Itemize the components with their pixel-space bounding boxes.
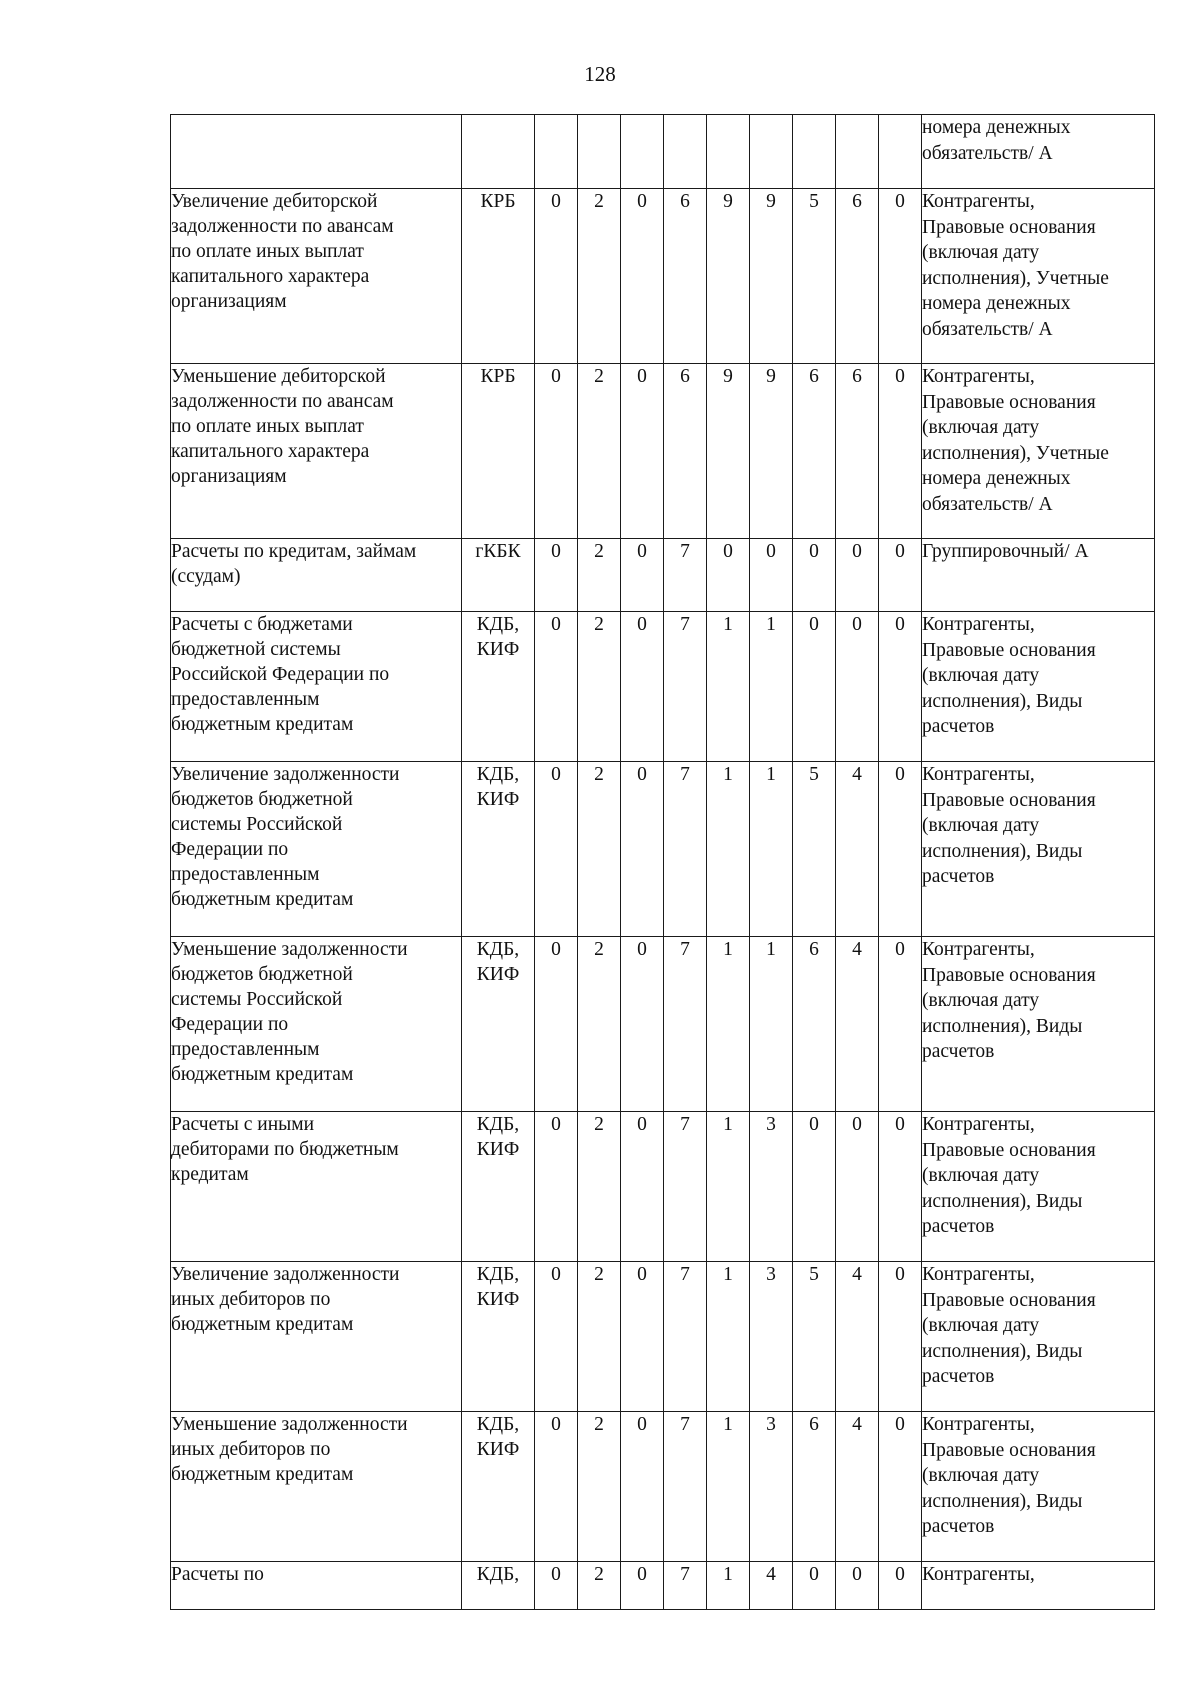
code-digit-cell bbox=[836, 115, 879, 189]
code-digit-cell: 6 bbox=[793, 1412, 836, 1562]
code-digit-cell: 1 bbox=[707, 1412, 750, 1562]
code-digit-cell bbox=[621, 115, 664, 189]
code-digit-cell: 6 bbox=[793, 364, 836, 539]
code-digit-cell: 4 bbox=[836, 937, 879, 1112]
code-digit-cell: 2 bbox=[578, 762, 621, 937]
code-digit-cell: 0 bbox=[879, 1412, 922, 1562]
code-digit-cell: 0 bbox=[707, 539, 750, 612]
code-type-cell: КДБ, КИФ bbox=[462, 612, 535, 762]
account-name-cell: Увеличение дебиторской задолженности по авансам по оплате иных выплат капитального характера организациям bbox=[171, 189, 462, 364]
code-type-cell: КДБ, КИФ bbox=[462, 937, 535, 1112]
code-digit-cell: 6 bbox=[664, 364, 707, 539]
table-row bbox=[171, 539, 1155, 612]
code-digit-cell: 0 bbox=[793, 1112, 836, 1262]
code-digit-cell: 0 bbox=[879, 1112, 922, 1262]
code-digit-cell: 1 bbox=[707, 1262, 750, 1412]
code-digit-cell: 0 bbox=[879, 189, 922, 364]
code-digit-cell bbox=[793, 115, 836, 189]
code-digit-cell: 0 bbox=[750, 539, 793, 612]
code-digit-cell: 0 bbox=[621, 1262, 664, 1412]
code-digit-cell: 0 bbox=[621, 1112, 664, 1262]
code-digit-cell: 7 bbox=[664, 1262, 707, 1412]
code-digit-cell: 7 bbox=[664, 1112, 707, 1262]
code-digit-cell: 5 bbox=[793, 189, 836, 364]
code-digit-cell: 5 bbox=[793, 1262, 836, 1412]
table-row bbox=[171, 189, 1155, 364]
account-name-cell: Расчеты с иными дебиторами по бюджетным кредитам bbox=[171, 1112, 462, 1262]
code-digit-cell: 0 bbox=[879, 937, 922, 1112]
ledger-body bbox=[171, 115, 1155, 1610]
code-digit-cell bbox=[535, 115, 578, 189]
analytics-cell: Контрагенты, Правовые основания (включая дату исполнения), Виды расчетов bbox=[922, 612, 1155, 762]
table-row bbox=[171, 1412, 1155, 1562]
code-digit-cell: 6 bbox=[793, 937, 836, 1112]
code-digit-cell: 9 bbox=[750, 364, 793, 539]
code-digit-cell: 9 bbox=[707, 189, 750, 364]
code-digit-cell: 1 bbox=[750, 612, 793, 762]
code-digit-cell: 1 bbox=[707, 1562, 750, 1610]
code-digit-cell: 0 bbox=[836, 539, 879, 612]
analytics-cell: Контрагенты, Правовые основания (включая дату исполнения), Виды расчетов bbox=[922, 1412, 1155, 1562]
table-row bbox=[171, 1112, 1155, 1262]
code-digit-cell: 0 bbox=[535, 1562, 578, 1610]
code-digit-cell: 3 bbox=[750, 1112, 793, 1262]
code-digit-cell: 2 bbox=[578, 612, 621, 762]
code-digit-cell: 0 bbox=[793, 612, 836, 762]
analytics-cell: Группировочный/ А bbox=[922, 539, 1155, 612]
code-digit-cell: 6 bbox=[836, 189, 879, 364]
code-digit-cell: 0 bbox=[621, 364, 664, 539]
analytics-cell: Контрагенты, bbox=[922, 1562, 1155, 1610]
account-name-cell: Уменьшение задолженности иных дебиторов по бюджетным кредитам bbox=[171, 1412, 462, 1562]
analytics-cell: Контрагенты, Правовые основания (включая дату исполнения), Виды расчетов bbox=[922, 762, 1155, 937]
code-digit-cell: 7 bbox=[664, 937, 707, 1112]
code-digit-cell: 0 bbox=[879, 1262, 922, 1412]
code-digit-cell bbox=[707, 115, 750, 189]
table-row bbox=[171, 115, 1155, 189]
code-digit-cell: 4 bbox=[836, 1262, 879, 1412]
code-digit-cell: 9 bbox=[707, 364, 750, 539]
code-digit-cell: 0 bbox=[535, 762, 578, 937]
code-digit-cell: 1 bbox=[707, 762, 750, 937]
code-digit-cell: 0 bbox=[879, 762, 922, 937]
code-digit-cell: 0 bbox=[836, 1112, 879, 1262]
analytics-cell: Контрагенты, Правовые основания (включая дату исполнения), Виды расчетов bbox=[922, 937, 1155, 1112]
code-type-cell bbox=[462, 115, 535, 189]
code-digit-cell: 0 bbox=[836, 612, 879, 762]
code-digit-cell: 0 bbox=[793, 1562, 836, 1610]
code-digit-cell: 4 bbox=[836, 762, 879, 937]
code-digit-cell: 0 bbox=[879, 364, 922, 539]
code-type-cell: КРБ bbox=[462, 364, 535, 539]
code-digit-cell: 0 bbox=[535, 1412, 578, 1562]
code-type-cell: КДБ, КИФ bbox=[462, 1412, 535, 1562]
code-digit-cell: 2 bbox=[578, 189, 621, 364]
code-digit-cell: 1 bbox=[707, 612, 750, 762]
code-digit-cell: 0 bbox=[621, 1562, 664, 1610]
code-digit-cell: 2 bbox=[578, 937, 621, 1112]
analytics-cell: номера денежных обязательств/ А bbox=[922, 115, 1155, 189]
code-type-cell: КДБ, bbox=[462, 1562, 535, 1610]
table-row bbox=[171, 762, 1155, 937]
code-digit-cell: 0 bbox=[621, 937, 664, 1112]
code-digit-cell: 3 bbox=[750, 1262, 793, 1412]
code-digit-cell: 9 bbox=[750, 189, 793, 364]
code-digit-cell: 7 bbox=[664, 539, 707, 612]
code-digit-cell: 0 bbox=[793, 539, 836, 612]
code-type-cell: КДБ, КИФ bbox=[462, 762, 535, 937]
code-digit-cell: 0 bbox=[621, 539, 664, 612]
code-type-cell: КДБ, КИФ bbox=[462, 1112, 535, 1262]
code-digit-cell bbox=[879, 115, 922, 189]
code-digit-cell: 2 bbox=[578, 1262, 621, 1412]
code-digit-cell: 7 bbox=[664, 762, 707, 937]
code-digit-cell bbox=[664, 115, 707, 189]
code-digit-cell: 6 bbox=[664, 189, 707, 364]
code-digit-cell: 3 bbox=[750, 1412, 793, 1562]
code-digit-cell: 2 bbox=[578, 1562, 621, 1610]
page-number: 128 bbox=[584, 62, 616, 86]
table-row bbox=[171, 1262, 1155, 1412]
code-digit-cell bbox=[578, 115, 621, 189]
code-digit-cell: 0 bbox=[535, 189, 578, 364]
code-digit-cell: 0 bbox=[621, 612, 664, 762]
analytics-cell: Контрагенты, Правовые основания (включая дату исполнения), Учетные номера денежных обязательств/ А bbox=[922, 189, 1155, 364]
code-digit-cell: 0 bbox=[535, 612, 578, 762]
code-digit-cell: 0 bbox=[535, 937, 578, 1112]
account-name-cell: Расчеты по кредитам, займам (ссудам) bbox=[171, 539, 462, 612]
code-digit-cell: 0 bbox=[535, 364, 578, 539]
code-digit-cell: 0 bbox=[621, 189, 664, 364]
table-row bbox=[171, 364, 1155, 539]
analytics-cell: Контрагенты, Правовые основания (включая дату исполнения), Виды расчетов bbox=[922, 1112, 1155, 1262]
code-digit-cell: 0 bbox=[535, 1262, 578, 1412]
analytics-cell: Контрагенты, Правовые основания (включая дату исполнения), Учетные номера денежных обязательств/ А bbox=[922, 364, 1155, 539]
code-digit-cell: 7 bbox=[664, 1562, 707, 1610]
code-digit-cell: 5 bbox=[793, 762, 836, 937]
code-digit-cell: 7 bbox=[664, 1412, 707, 1562]
account-name-cell: Уменьшение задолженности бюджетов бюджетной системы Российской Федерации по предоставленным бюджетным кредитам bbox=[171, 937, 462, 1112]
code-digit-cell: 0 bbox=[535, 539, 578, 612]
code-digit-cell: 1 bbox=[750, 762, 793, 937]
account-name-cell: Расчеты с бюджетами бюджетной системы Российской Федерации по предоставленным бюджетным кредитам bbox=[171, 612, 462, 762]
code-digit-cell: 1 bbox=[707, 1112, 750, 1262]
code-digit-cell: 0 bbox=[879, 539, 922, 612]
account-name-cell: Увеличение задолженности бюджетов бюджетной системы Российской Федерации по предоставленным бюджетным кредитам bbox=[171, 762, 462, 937]
code-digit-cell: 1 bbox=[750, 937, 793, 1112]
code-digit-cell: 0 bbox=[621, 762, 664, 937]
code-digit-cell: 4 bbox=[750, 1562, 793, 1610]
ledger-table bbox=[170, 114, 1155, 1610]
code-digit-cell: 2 bbox=[578, 1412, 621, 1562]
code-digit-cell: 0 bbox=[535, 1112, 578, 1262]
table-row bbox=[171, 612, 1155, 762]
code-type-cell: КДБ, КИФ bbox=[462, 1262, 535, 1412]
code-digit-cell: 2 bbox=[578, 539, 621, 612]
code-digit-cell: 0 bbox=[879, 612, 922, 762]
code-digit-cell bbox=[750, 115, 793, 189]
account-name-cell: Расчеты по bbox=[171, 1562, 462, 1610]
code-digit-cell: 4 bbox=[836, 1412, 879, 1562]
code-digit-cell: 0 bbox=[879, 1562, 922, 1610]
table-row bbox=[171, 937, 1155, 1112]
code-digit-cell: 2 bbox=[578, 1112, 621, 1262]
code-digit-cell: 6 bbox=[836, 364, 879, 539]
code-digit-cell: 7 bbox=[664, 612, 707, 762]
code-digit-cell: 0 bbox=[836, 1562, 879, 1610]
account-name-cell: Уменьшение дебиторской задолженности по авансам по оплате иных выплат капитального характера организациям bbox=[171, 364, 462, 539]
account-name-cell: Увеличение задолженности иных дебиторов по бюджетным кредитам bbox=[171, 1262, 462, 1412]
account-name-cell bbox=[171, 115, 462, 189]
code-type-cell: гКБК bbox=[462, 539, 535, 612]
analytics-cell: Контрагенты, Правовые основания (включая дату исполнения), Виды расчетов bbox=[922, 1262, 1155, 1412]
code-type-cell: КРБ bbox=[462, 189, 535, 364]
code-digit-cell: 2 bbox=[578, 364, 621, 539]
code-digit-cell: 0 bbox=[621, 1412, 664, 1562]
code-digit-cell: 1 bbox=[707, 937, 750, 1112]
table-row bbox=[171, 1562, 1155, 1610]
